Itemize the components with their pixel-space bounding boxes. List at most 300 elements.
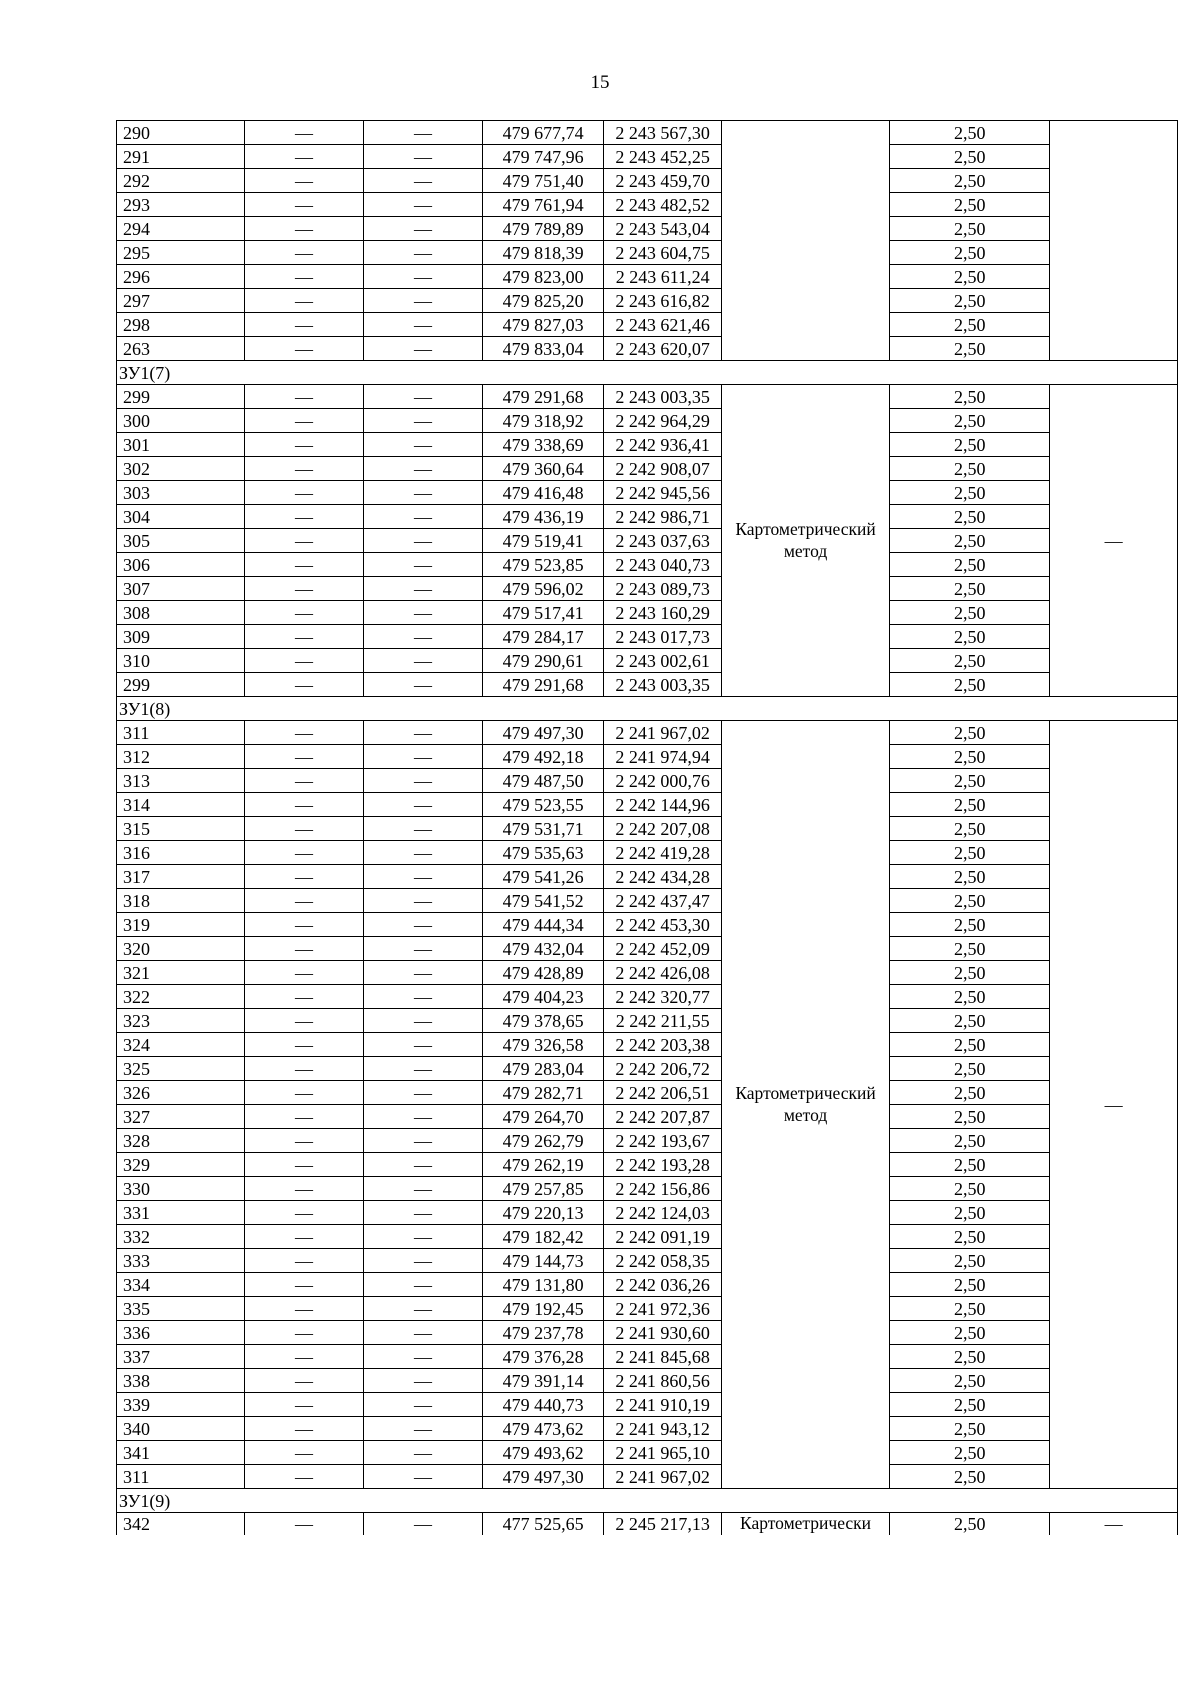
table-row <box>117 865 1178 889</box>
accuracy-value-cell: 2,50 <box>890 1249 1050 1273</box>
point-number-cell: 297 <box>117 289 245 313</box>
table-row <box>117 265 1178 289</box>
dash-cell: — <box>364 865 483 889</box>
table-row <box>117 385 1178 409</box>
y-coordinate-cell: 2 242 936,41 <box>604 433 722 457</box>
right-merged-cell: — <box>1050 1513 1178 1535</box>
dash-cell: — <box>364 1177 483 1201</box>
point-number-cell: 341 <box>117 1441 245 1465</box>
table-row <box>117 553 1178 577</box>
dash-cell: — <box>244 505 364 529</box>
y-coordinate-cell: 2 243 452,25 <box>604 145 722 169</box>
dash-cell: — <box>244 889 364 913</box>
table-row <box>117 1321 1178 1345</box>
y-coordinate-cell: 2 242 193,28 <box>604 1153 722 1177</box>
dash-cell: — <box>364 769 483 793</box>
point-number-cell: 331 <box>117 1201 245 1225</box>
accuracy-value-cell: 2,50 <box>890 937 1050 961</box>
table-row <box>117 457 1178 481</box>
dash-cell: — <box>364 313 483 337</box>
y-coordinate-cell: 2 242 453,30 <box>604 913 722 937</box>
dash-cell: — <box>364 337 483 361</box>
table-row <box>117 241 1178 265</box>
table-row <box>117 1105 1178 1129</box>
y-coordinate-cell: 2 243 620,07 <box>604 337 722 361</box>
accuracy-value-cell: 2,50 <box>890 505 1050 529</box>
dash-cell: — <box>364 1249 483 1273</box>
x-coordinate-cell: 479 677,74 <box>482 121 604 145</box>
table-row <box>117 745 1178 769</box>
y-coordinate-cell: 2 242 207,08 <box>604 817 722 841</box>
accuracy-value-cell: 2,50 <box>890 481 1050 505</box>
point-number-cell: 309 <box>117 625 245 649</box>
y-coordinate-cell: 2 243 604,75 <box>604 241 722 265</box>
x-coordinate-cell: 479 535,63 <box>482 841 604 865</box>
dash-cell: — <box>244 1033 364 1057</box>
group-header-row <box>117 361 1178 385</box>
x-coordinate-cell: 479 291,68 <box>482 673 604 697</box>
point-number-cell: 295 <box>117 241 245 265</box>
dash-cell: — <box>364 433 483 457</box>
dash-cell: — <box>364 817 483 841</box>
y-coordinate-cell: 2 242 206,51 <box>604 1081 722 1105</box>
x-coordinate-cell: 479 492,18 <box>482 745 604 769</box>
dash-cell: — <box>244 913 364 937</box>
x-coordinate-cell: 479 751,40 <box>482 169 604 193</box>
dash-cell: — <box>364 505 483 529</box>
dash-cell: — <box>364 577 483 601</box>
x-coordinate-cell: 479 436,19 <box>482 505 604 529</box>
dash-cell: — <box>244 721 364 745</box>
dash-cell: — <box>244 337 364 361</box>
y-coordinate-cell: 2 241 930,60 <box>604 1321 722 1345</box>
dash-cell: — <box>244 1321 364 1345</box>
x-coordinate-cell: 479 440,73 <box>482 1393 604 1417</box>
x-coordinate-cell: 479 237,78 <box>482 1321 604 1345</box>
dash-cell: — <box>364 121 483 145</box>
y-coordinate-cell: 2 241 967,02 <box>604 721 722 745</box>
x-coordinate-cell: 479 517,41 <box>482 601 604 625</box>
dash-cell: — <box>364 1345 483 1369</box>
accuracy-value-cell: 2,50 <box>890 601 1050 625</box>
x-coordinate-cell: 479 144,73 <box>482 1249 604 1273</box>
dash-cell: — <box>364 649 483 673</box>
point-number-cell: 315 <box>117 817 245 841</box>
point-number-cell: 314 <box>117 793 245 817</box>
y-coordinate-cell: 2 242 203,38 <box>604 1033 722 1057</box>
table-row <box>117 481 1178 505</box>
table-row <box>117 625 1178 649</box>
dash-cell: — <box>244 145 364 169</box>
point-number-cell: 325 <box>117 1057 245 1081</box>
accuracy-value-cell: 2,50 <box>890 1057 1050 1081</box>
point-number-cell: 301 <box>117 433 245 457</box>
y-coordinate-cell: 2 242 000,76 <box>604 769 722 793</box>
dash-cell: — <box>364 721 483 745</box>
accuracy-value-cell: 2,50 <box>890 1393 1050 1417</box>
accuracy-value-cell: 2,50 <box>890 1297 1050 1321</box>
dash-cell: — <box>364 1057 483 1081</box>
accuracy-value-cell: 2,50 <box>890 985 1050 1009</box>
group-header-row <box>117 1489 1178 1513</box>
y-coordinate-cell: 2 242 437,47 <box>604 889 722 913</box>
point-number-cell: 328 <box>117 1129 245 1153</box>
accuracy-value-cell: 2,50 <box>890 1153 1050 1177</box>
table-row <box>117 985 1178 1009</box>
dash-cell: — <box>244 385 364 409</box>
accuracy-value-cell: 2,50 <box>890 817 1050 841</box>
x-coordinate-cell: 479 360,64 <box>482 457 604 481</box>
accuracy-value-cell: 2,50 <box>890 1369 1050 1393</box>
x-coordinate-cell: 479 391,14 <box>482 1369 604 1393</box>
y-coordinate-cell: 2 242 193,67 <box>604 1129 722 1153</box>
dash-cell: — <box>244 1297 364 1321</box>
y-coordinate-cell: 2 243 017,73 <box>604 625 722 649</box>
dash-cell: — <box>364 937 483 961</box>
point-number-cell: 323 <box>117 1009 245 1033</box>
point-number-cell: 337 <box>117 1345 245 1369</box>
dash-cell: — <box>244 289 364 313</box>
y-coordinate-cell: 2 241 974,94 <box>604 745 722 769</box>
dash-cell: — <box>244 433 364 457</box>
dash-cell: — <box>244 1129 364 1153</box>
dash-cell: — <box>364 1513 483 1535</box>
point-number-cell: 263 <box>117 337 245 361</box>
point-number-cell: 290 <box>117 121 245 145</box>
accuracy-value-cell: 2,50 <box>890 265 1050 289</box>
point-number-cell: 317 <box>117 865 245 889</box>
dash-cell: — <box>364 841 483 865</box>
accuracy-value-cell: 2,50 <box>890 553 1050 577</box>
x-coordinate-cell: 479 338,69 <box>482 433 604 457</box>
y-coordinate-cell: 2 242 156,86 <box>604 1177 722 1201</box>
table-row <box>117 601 1178 625</box>
point-number-cell: 334 <box>117 1273 245 1297</box>
dash-cell: — <box>364 601 483 625</box>
dash-cell: — <box>244 1345 364 1369</box>
x-coordinate-cell: 479 264,70 <box>482 1105 604 1129</box>
x-coordinate-cell: 479 257,85 <box>482 1177 604 1201</box>
dash-cell: — <box>244 1081 364 1105</box>
point-number-cell: 339 <box>117 1393 245 1417</box>
table-row <box>117 841 1178 865</box>
y-coordinate-cell: 2 242 036,26 <box>604 1273 722 1297</box>
accuracy-value-cell: 2,50 <box>890 793 1050 817</box>
dash-cell: — <box>364 1201 483 1225</box>
accuracy-value-cell: 2,50 <box>890 193 1050 217</box>
accuracy-value-cell: 2,50 <box>890 409 1050 433</box>
table-row <box>117 529 1178 553</box>
right-merged-cell: — <box>1050 721 1178 1489</box>
x-coordinate-cell: 479 284,17 <box>482 625 604 649</box>
point-number-cell: 320 <box>117 937 245 961</box>
point-number-cell: 299 <box>117 385 245 409</box>
dash-cell: — <box>244 457 364 481</box>
table-row <box>117 433 1178 457</box>
y-coordinate-cell: 2 243 160,29 <box>604 601 722 625</box>
x-coordinate-cell: 479 473,62 <box>482 1417 604 1441</box>
y-coordinate-cell: 2 243 611,24 <box>604 265 722 289</box>
dash-cell: — <box>244 193 364 217</box>
y-coordinate-cell: 2 243 459,70 <box>604 169 722 193</box>
point-number-cell: 322 <box>117 985 245 1009</box>
point-number-cell: 293 <box>117 193 245 217</box>
point-number-cell: 300 <box>117 409 245 433</box>
table-row <box>117 769 1178 793</box>
y-coordinate-cell: 2 243 003,35 <box>604 673 722 697</box>
x-coordinate-cell: 479 428,89 <box>482 961 604 985</box>
dash-cell: — <box>364 1393 483 1417</box>
accuracy-value-cell: 2,50 <box>890 217 1050 241</box>
x-coordinate-cell: 479 541,52 <box>482 889 604 913</box>
dash-cell: — <box>244 241 364 265</box>
accuracy-value-cell: 2,50 <box>890 1081 1050 1105</box>
point-number-cell: 324 <box>117 1033 245 1057</box>
accuracy-value-cell: 2,50 <box>890 673 1050 697</box>
point-number-cell: 342 <box>117 1513 245 1535</box>
point-number-cell: 298 <box>117 313 245 337</box>
y-coordinate-cell: 2 243 089,73 <box>604 577 722 601</box>
accuracy-value-cell: 2,50 <box>890 889 1050 913</box>
dash-cell: — <box>364 289 483 313</box>
table-row <box>117 1033 1178 1057</box>
dash-cell: — <box>244 529 364 553</box>
table-row <box>117 409 1178 433</box>
table-row <box>117 289 1178 313</box>
dash-cell: — <box>364 1321 483 1345</box>
x-coordinate-cell: 479 818,39 <box>482 241 604 265</box>
table-row <box>117 1249 1178 1273</box>
table-row <box>117 337 1178 361</box>
table-row <box>117 1225 1178 1249</box>
dash-cell: — <box>364 481 483 505</box>
accuracy-value-cell: 2,50 <box>890 721 1050 745</box>
accuracy-value-cell: 2,50 <box>890 745 1050 769</box>
dash-cell: — <box>364 457 483 481</box>
accuracy-value-cell: 2,50 <box>890 337 1050 361</box>
dash-cell: — <box>244 985 364 1009</box>
table-row <box>117 577 1178 601</box>
table-row <box>117 1513 1178 1535</box>
group-header-row <box>117 697 1178 721</box>
y-coordinate-cell: 2 242 986,71 <box>604 505 722 529</box>
y-coordinate-cell: 2 243 543,04 <box>604 217 722 241</box>
x-coordinate-cell: 479 131,80 <box>482 1273 604 1297</box>
table-row <box>117 313 1178 337</box>
x-coordinate-cell: 479 378,65 <box>482 1009 604 1033</box>
x-coordinate-cell: 479 416,48 <box>482 481 604 505</box>
x-coordinate-cell: 479 262,79 <box>482 1129 604 1153</box>
point-number-cell: 340 <box>117 1417 245 1441</box>
table-row <box>117 1273 1178 1297</box>
x-coordinate-cell: 479 493,62 <box>482 1441 604 1465</box>
y-coordinate-cell: 2 242 211,55 <box>604 1009 722 1033</box>
point-number-cell: 316 <box>117 841 245 865</box>
table-row <box>117 673 1178 697</box>
dash-cell: — <box>244 673 364 697</box>
x-coordinate-cell: 479 523,85 <box>482 553 604 577</box>
table-row <box>117 145 1178 169</box>
dash-cell: — <box>244 1369 364 1393</box>
y-coordinate-cell: 2 242 320,77 <box>604 985 722 1009</box>
y-coordinate-cell: 2 242 207,87 <box>604 1105 722 1129</box>
dash-cell: — <box>244 169 364 193</box>
y-coordinate-cell: 2 241 943,12 <box>604 1417 722 1441</box>
table-row <box>117 793 1178 817</box>
point-number-cell: 292 <box>117 169 245 193</box>
coordinates-table <box>116 120 1178 1535</box>
dash-cell: — <box>364 241 483 265</box>
point-number-cell: 294 <box>117 217 245 241</box>
method-cell <box>721 121 889 361</box>
dash-cell: — <box>364 529 483 553</box>
point-number-cell: 313 <box>117 769 245 793</box>
accuracy-value-cell: 2,50 <box>890 241 1050 265</box>
page-number: 15 <box>590 72 610 93</box>
accuracy-value-cell: 2,50 <box>890 1273 1050 1297</box>
accuracy-value-cell: 2,50 <box>890 841 1050 865</box>
x-coordinate-cell: 479 404,23 <box>482 985 604 1009</box>
y-coordinate-cell: 2 241 965,10 <box>604 1441 722 1465</box>
point-number-cell: 312 <box>117 745 245 769</box>
dash-cell: — <box>364 793 483 817</box>
table-row <box>117 193 1178 217</box>
dash-cell: — <box>364 1153 483 1177</box>
point-number-cell: 303 <box>117 481 245 505</box>
dash-cell: — <box>364 913 483 937</box>
dash-cell: — <box>364 145 483 169</box>
right-merged-cell <box>1050 121 1178 361</box>
dash-cell: — <box>364 961 483 985</box>
dash-cell: — <box>244 961 364 985</box>
point-number-cell: 299 <box>117 673 245 697</box>
x-coordinate-cell: 479 182,42 <box>482 1225 604 1249</box>
point-number-cell: 291 <box>117 145 245 169</box>
dash-cell: — <box>364 409 483 433</box>
table-row <box>117 1129 1178 1153</box>
x-coordinate-cell: 479 326,58 <box>482 1033 604 1057</box>
table-row <box>117 217 1178 241</box>
table-row <box>117 937 1178 961</box>
x-coordinate-cell: 479 290,61 <box>482 649 604 673</box>
dash-cell: — <box>244 1177 364 1201</box>
dash-cell: — <box>244 745 364 769</box>
y-coordinate-cell: 2 242 144,96 <box>604 793 722 817</box>
point-number-cell: 332 <box>117 1225 245 1249</box>
accuracy-value-cell: 2,50 <box>890 1009 1050 1033</box>
y-coordinate-cell: 2 242 091,19 <box>604 1225 722 1249</box>
dash-cell: — <box>364 673 483 697</box>
y-coordinate-cell: 2 242 124,03 <box>604 1201 722 1225</box>
accuracy-value-cell: 2,50 <box>890 1513 1050 1535</box>
table-row <box>117 121 1178 145</box>
point-number-cell: 306 <box>117 553 245 577</box>
y-coordinate-cell: 2 242 058,35 <box>604 1249 722 1273</box>
dash-cell: — <box>364 1105 483 1129</box>
point-number-cell: 310 <box>117 649 245 673</box>
table-row <box>117 1393 1178 1417</box>
table-row <box>117 913 1178 937</box>
x-coordinate-cell: 479 220,13 <box>482 1201 604 1225</box>
point-number-cell: 336 <box>117 1321 245 1345</box>
table-row <box>117 1465 1178 1489</box>
dash-cell: — <box>244 265 364 289</box>
accuracy-value-cell: 2,50 <box>890 145 1050 169</box>
x-coordinate-cell: 479 519,41 <box>482 529 604 553</box>
accuracy-value-cell: 2,50 <box>890 1321 1050 1345</box>
y-coordinate-cell: 2 243 567,30 <box>604 121 722 145</box>
y-coordinate-cell: 2 243 040,73 <box>604 553 722 577</box>
y-coordinate-cell: 2 242 945,56 <box>604 481 722 505</box>
accuracy-value-cell: 2,50 <box>890 529 1050 553</box>
dash-cell: — <box>364 625 483 649</box>
table-row <box>117 1177 1178 1201</box>
point-number-cell: 296 <box>117 265 245 289</box>
point-number-cell: 327 <box>117 1105 245 1129</box>
x-coordinate-cell: 479 283,04 <box>482 1057 604 1081</box>
dash-cell: — <box>364 1441 483 1465</box>
y-coordinate-cell: 2 241 972,36 <box>604 1297 722 1321</box>
accuracy-value-cell: 2,50 <box>890 433 1050 457</box>
accuracy-value-cell: 2,50 <box>890 961 1050 985</box>
dash-cell: — <box>364 1033 483 1057</box>
point-number-cell: 307 <box>117 577 245 601</box>
y-coordinate-cell: 2 241 845,68 <box>604 1345 722 1369</box>
accuracy-value-cell: 2,50 <box>890 769 1050 793</box>
accuracy-value-cell: 2,50 <box>890 649 1050 673</box>
accuracy-value-cell: 2,50 <box>890 577 1050 601</box>
x-coordinate-cell: 479 761,94 <box>482 193 604 217</box>
accuracy-value-cell: 2,50 <box>890 313 1050 337</box>
y-coordinate-cell: 2 242 964,29 <box>604 409 722 433</box>
y-coordinate-cell: 2 241 910,19 <box>604 1393 722 1417</box>
dash-cell: — <box>364 385 483 409</box>
y-coordinate-cell: 2 241 860,56 <box>604 1369 722 1393</box>
dash-cell: — <box>364 1081 483 1105</box>
accuracy-value-cell: 2,50 <box>890 1225 1050 1249</box>
x-coordinate-cell: 479 376,28 <box>482 1345 604 1369</box>
table-row <box>117 1297 1178 1321</box>
dash-cell: — <box>244 1057 364 1081</box>
dash-cell: — <box>244 121 364 145</box>
point-number-cell: 321 <box>117 961 245 985</box>
table-row <box>117 1009 1178 1033</box>
dash-cell: — <box>364 1465 483 1489</box>
dash-cell: — <box>244 217 364 241</box>
method-cell: Картометрический метод <box>721 385 889 697</box>
dash-cell: — <box>364 193 483 217</box>
dash-cell: — <box>244 1513 364 1535</box>
point-number-cell: 318 <box>117 889 245 913</box>
accuracy-value-cell: 2,50 <box>890 1105 1050 1129</box>
dash-cell: — <box>364 889 483 913</box>
point-number-cell: 333 <box>117 1249 245 1273</box>
dash-cell: — <box>364 169 483 193</box>
point-number-cell: 330 <box>117 1177 245 1201</box>
x-coordinate-cell: 479 432,04 <box>482 937 604 961</box>
y-coordinate-cell: 2 243 621,46 <box>604 313 722 337</box>
dash-cell: — <box>244 553 364 577</box>
y-coordinate-cell: 2 243 003,35 <box>604 385 722 409</box>
dash-cell: — <box>244 625 364 649</box>
dash-cell: — <box>244 1249 364 1273</box>
y-coordinate-cell: 2 242 419,28 <box>604 841 722 865</box>
dash-cell: — <box>364 1369 483 1393</box>
dash-cell: — <box>364 1297 483 1321</box>
dash-cell: — <box>364 985 483 1009</box>
dash-cell: — <box>244 1009 364 1033</box>
accuracy-value-cell: 2,50 <box>890 865 1050 889</box>
